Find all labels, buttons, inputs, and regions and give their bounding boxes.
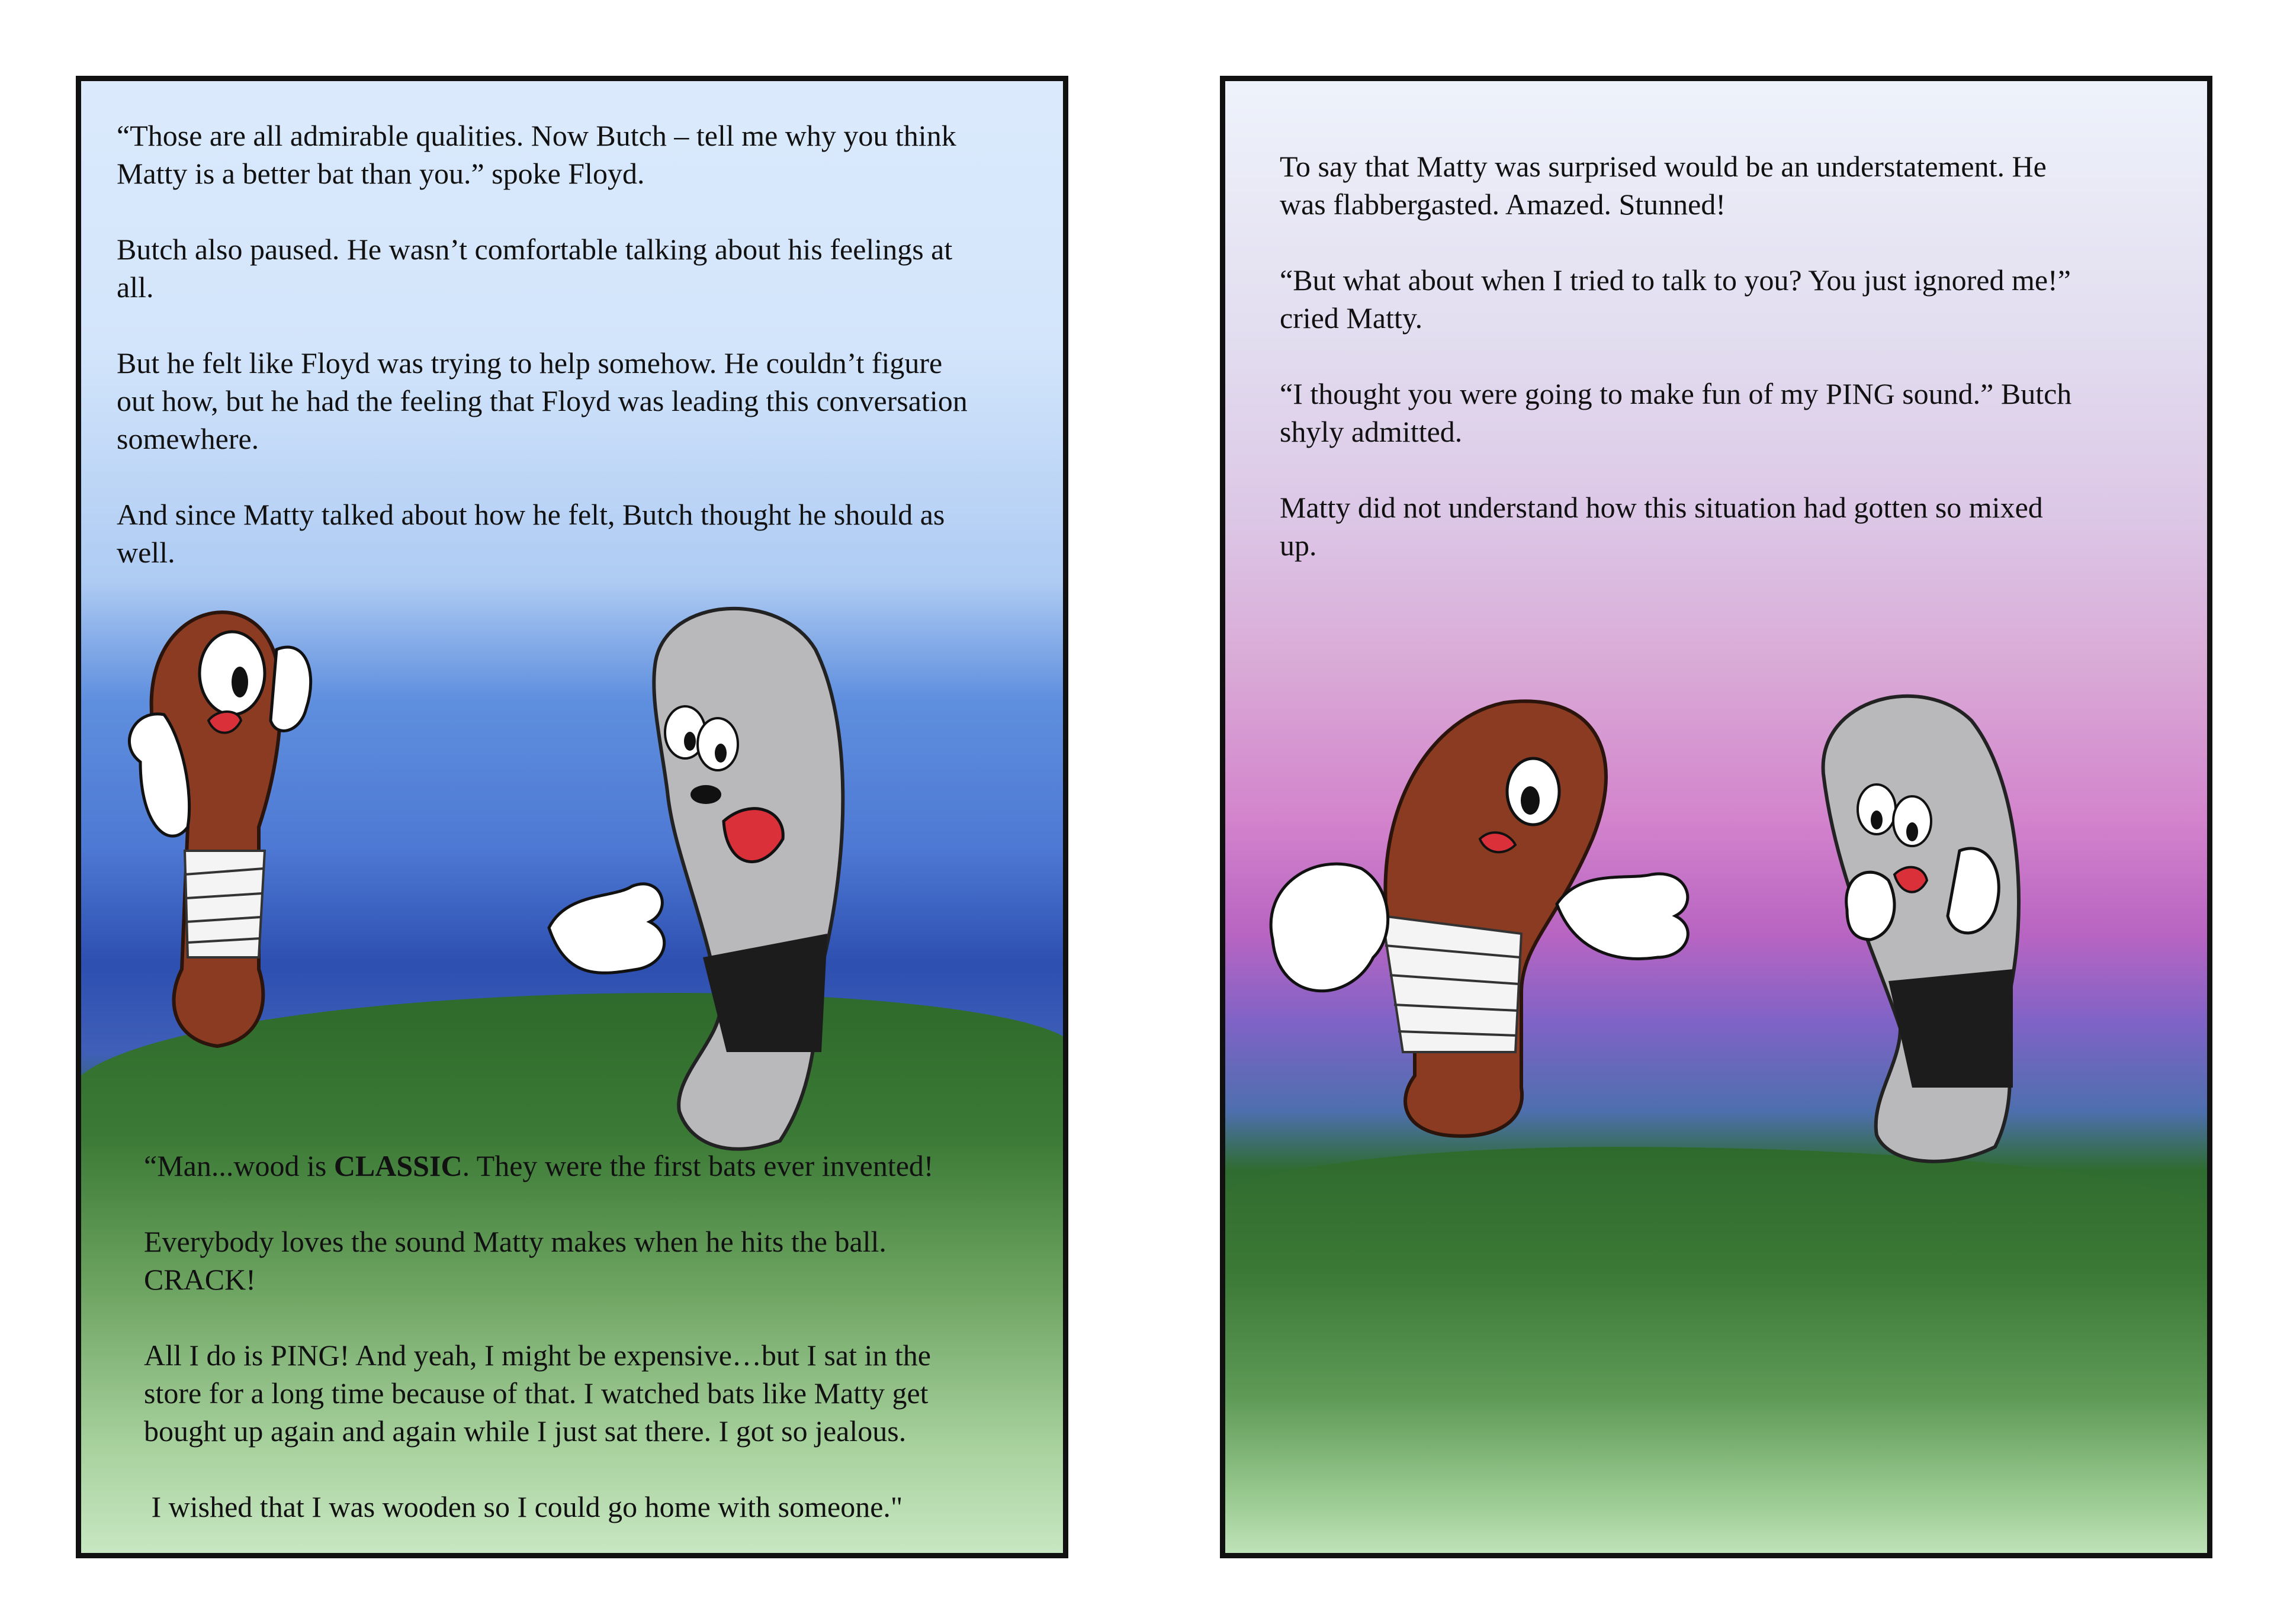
quote-part: . They were the first bats ever invented! bbox=[462, 1149, 934, 1182]
paragraph: To say that Matty was surprised would be an understatement. He was flabbergasted. Amazed. Stunned! bbox=[1280, 150, 2047, 221]
paragraph: And since Matty talked about how he felt, Butch thought he should as well. bbox=[117, 498, 945, 569]
paragraph: Matty did not understand how this situation had gotten so mixed up. bbox=[1280, 491, 2043, 562]
wooden-bat-matty-illustration bbox=[129, 612, 310, 1046]
emphasis-classic: CLASSIC bbox=[333, 1149, 462, 1182]
metal-bat-butch-illustration bbox=[1823, 696, 2019, 1162]
right-page bbox=[1220, 76, 2212, 1558]
left-top-text bbox=[117, 117, 1040, 571]
paragraph: Everybody loves the sound Matty makes when he hits the ball. CRACK! bbox=[144, 1225, 887, 1296]
paragraph: Butch also paused. He wasn’t comfortable talking about his feelings at all. bbox=[117, 233, 953, 304]
paragraph: “I thought you were going to make fun of my PING sound.” Butch shyly admitted. bbox=[1280, 377, 2072, 448]
left-page bbox=[76, 76, 1068, 1558]
quote-paragraph bbox=[144, 1147, 1044, 1185]
metal-bat-butch-illustration bbox=[549, 609, 843, 1149]
left-bottom-text bbox=[144, 1147, 1044, 1526]
wooden-bat-matty-illustration bbox=[1271, 701, 1688, 1136]
right-top-text bbox=[1280, 147, 2180, 564]
quote-part: “Man...wood is bbox=[144, 1149, 334, 1182]
paragraph: But he felt like Floyd was trying to help somehow. He couldn’t figure out how, but he had the feeling that Floyd was leading this conversation somewhere. bbox=[117, 346, 968, 455]
paragraph: “Those are all admirable qualities. Now Butch – tell me why you think Matty is a better bat than you.” spoke Floyd. bbox=[117, 119, 956, 190]
paragraph: I wished that I was wooden so I could go home with someone." bbox=[144, 1490, 903, 1523]
paragraph: “But what about when I tried to talk to you? You just ignored me!” cried Matty. bbox=[1280, 263, 2071, 335]
paragraph: All I do is PING! And yeah, I might be expensive…but I sat in the store for a long time because of that. I watched bats like Matty get bought up again and again while I just sat there. I got so jealous. bbox=[144, 1339, 931, 1448]
